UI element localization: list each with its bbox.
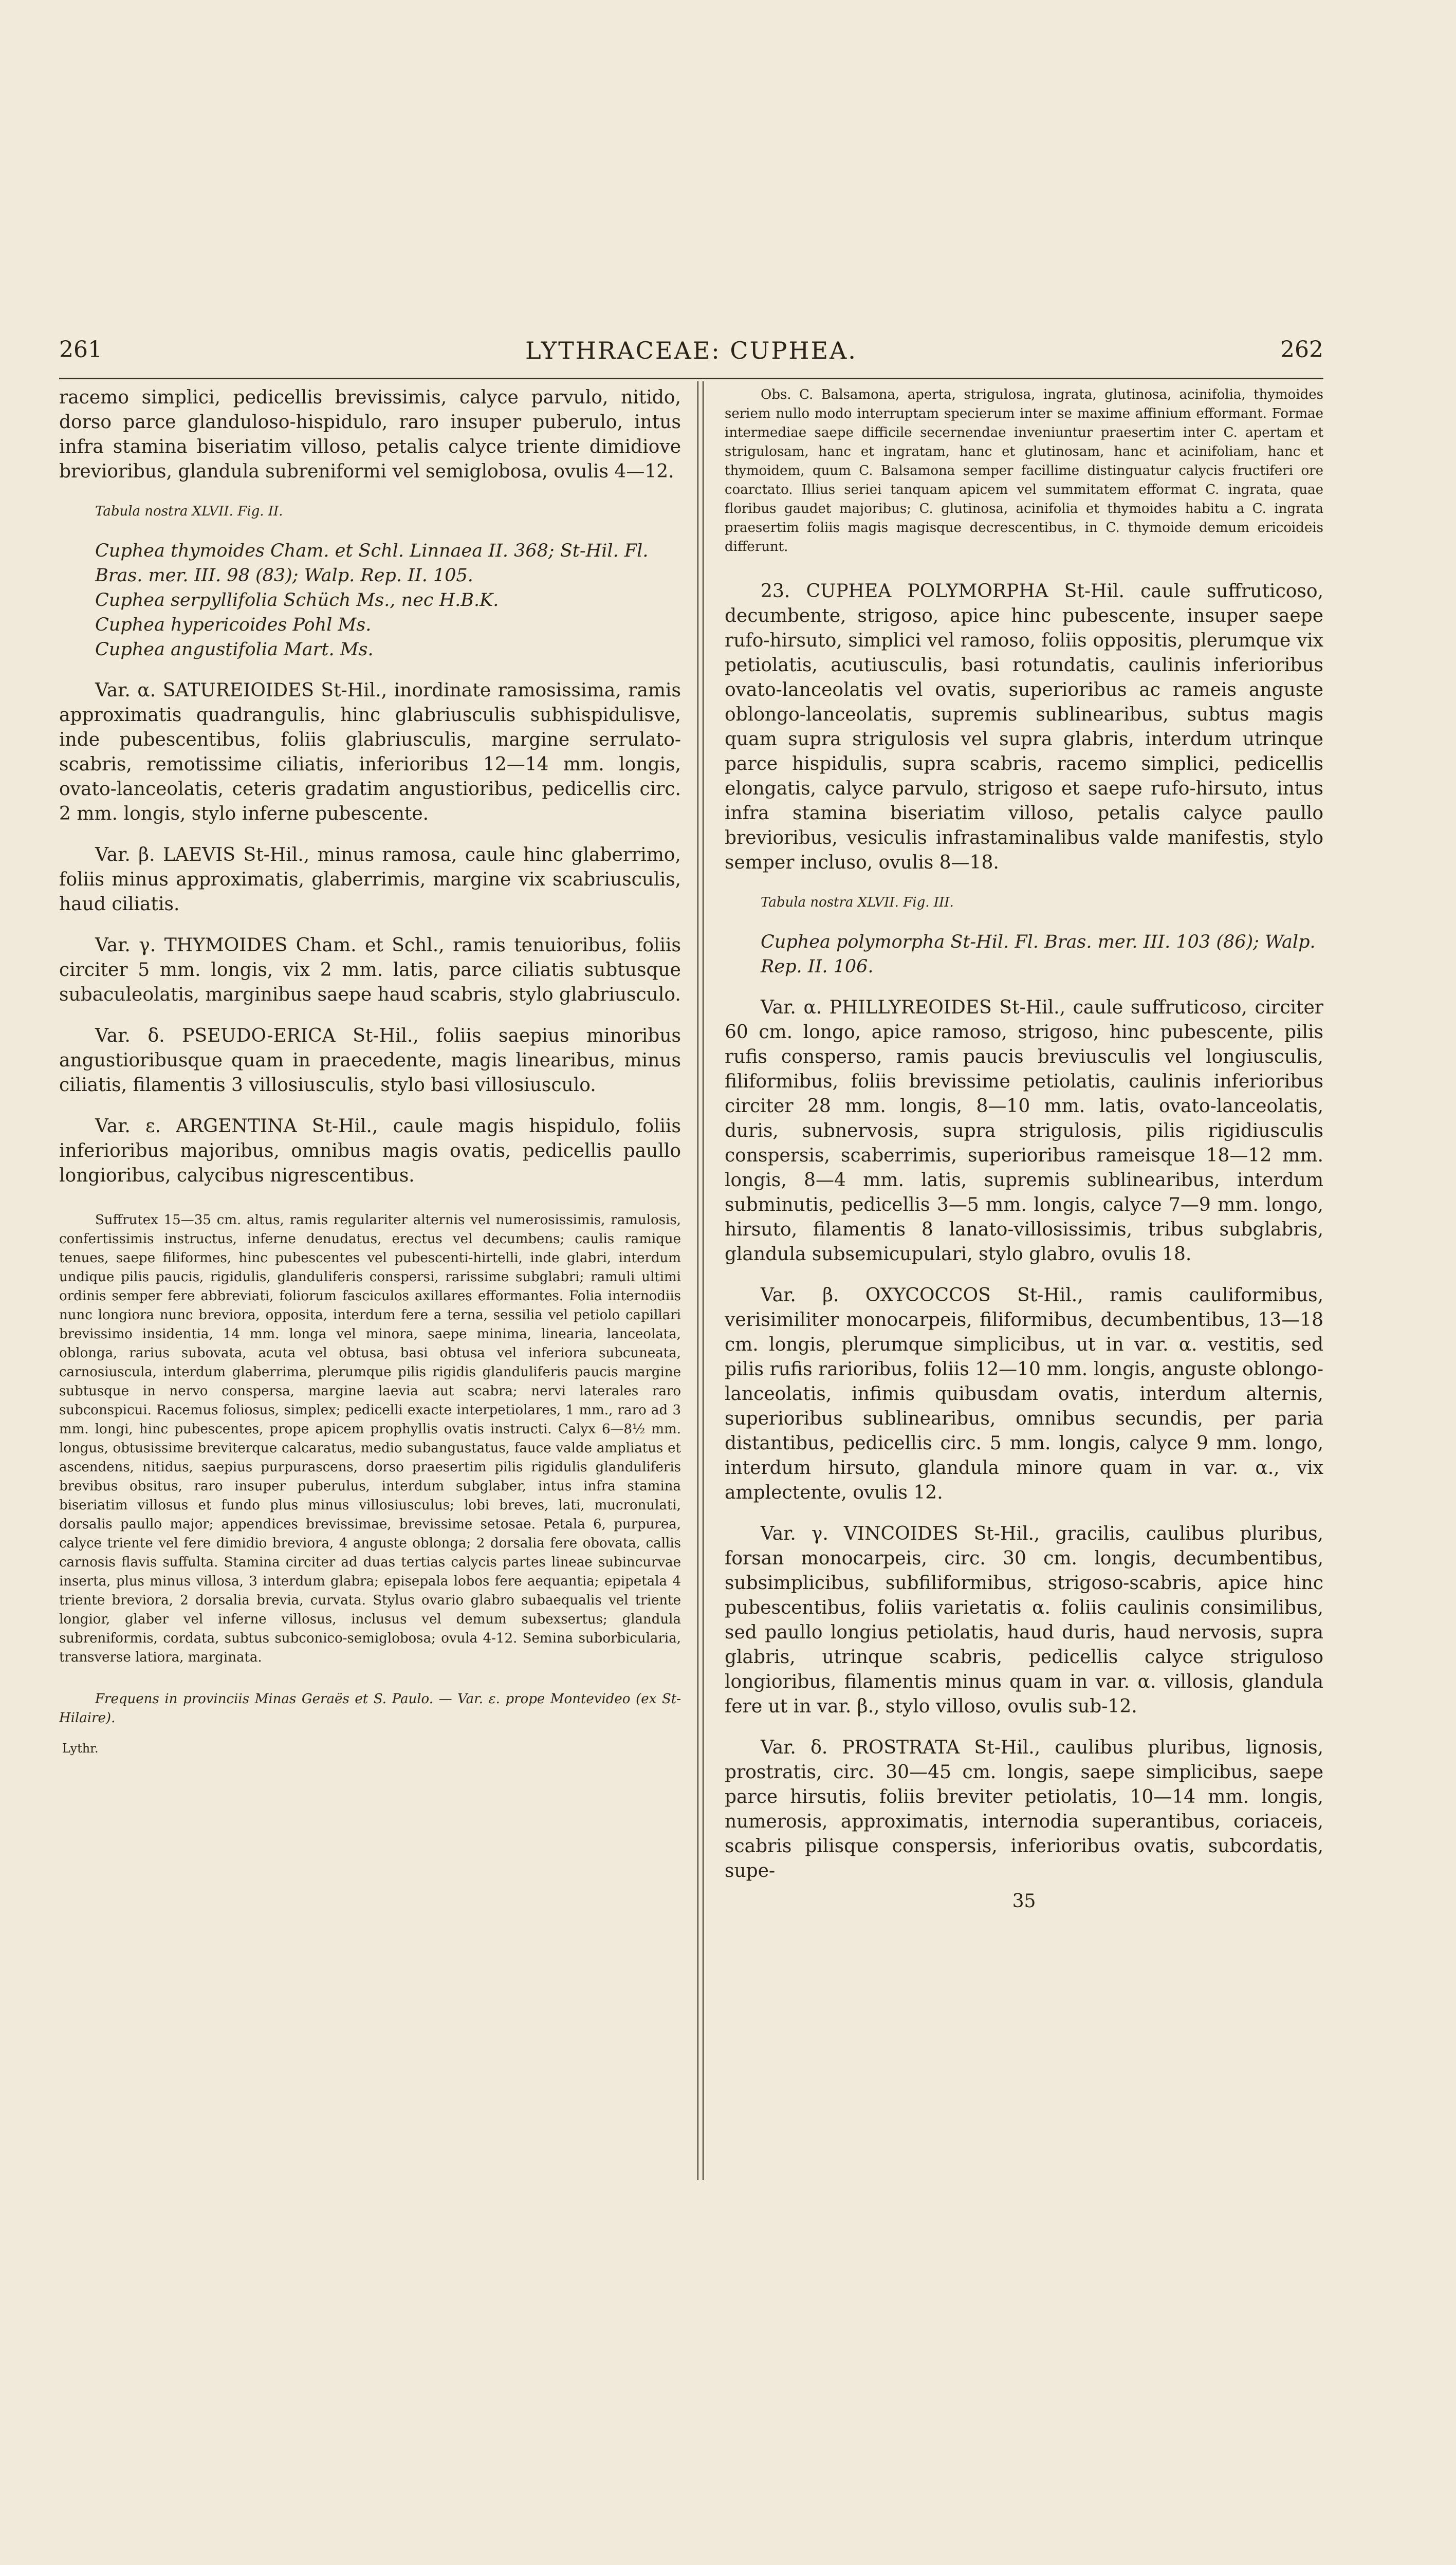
diagnosis-continued: racemo simplici, pedicellis brevissimis, calyce parvulo, nitido, dorso parce glanduloso-hispidulo, raro insuper puberulo, intus infra stamina biseriatim villoso, petalis calyce triente dimidiove brevioribus, glandula subreniformi vel semiglobosa, ovulis 4—12. bbox=[59, 387, 681, 482]
variety-paragraph: Var. α. SATUREIOIDES St-Hil., inordinate ramosissima, ramis approximatis quadrangulis, hinc glabriusculis subhispidulisve, inde pubescentibus, foliis glabriusculis, margine serrulato-scabris, remotissime ciliatis, inferioribus 12—14 mm. longis, ovato-lanceolatis, ceteris gradatim angustioribus, pedicellis circ. 2 mm. longis, stylo inferne pubescente. bbox=[59, 680, 681, 824]
column-divider bbox=[697, 381, 704, 2180]
variety-paragraph: Var. γ. THYMOIDES Cham. et Schl., ramis tenuioribus, foliis circiter 5 mm. longis, vix 2 mm. latis, parce ciliatis subtusque subaculeolatis, marginibus saepe haud scabris, stylo glabriusculo. bbox=[59, 935, 681, 1005]
variety-paragraph: Var. β. LAEVIS St-Hil., minus ramosa, caule hinc glaberrimo, foliis minus approximatis, glaberrimis, margine vix scabriusculis, haud ciliatis. bbox=[59, 844, 681, 915]
right-page-number: 262 bbox=[1280, 337, 1323, 363]
variety-paragraph: Var. δ. PSEUDO-ERICA St-Hil., foliis saepius minoribus angustioribusque quam in praecedente, magis linearibus, minus ciliatis, filamentis 3 villosiusculis, stylo basi villosiusculo. bbox=[59, 1025, 681, 1096]
synonym-reference: Cuphea thymoides Cham. et Schl. Linnaea II. 368; St-Hil. Fl. Bras. mer. III. 98 (83); Walp. Rep. II. 105. bbox=[95, 541, 649, 586]
left-column bbox=[59, 385, 681, 1758]
plate-reference: Tabula nostra XLVII. Fig. II. bbox=[95, 504, 283, 519]
header-rule bbox=[59, 378, 1323, 379]
species-diagnosis: 23. CUPHEA POLYMORPHA St-Hil. caule suffruticoso, decumbente, strigoso, apice hinc pubescente, insuper saepe rufo-hirsuto, simplici vel ramoso, foliis oppositis, plerumque vix petiolatis, acutiusculis, basi rotundatis, caulinis inferioribus ovato-lanceolatis vel ovatis, superioribus ac rameis anguste oblongo-lanceolatis, supremis sublinearibus, subtus magis quam supra strigulosis vel supra glabris, interdum utrinque parce hispidulis, supra scabris, racemo simplici, pedicellis elongatis, calyce parvulo, strigoso et saepe rufo-hirsuto, intus infra stamina biseriatim villoso, petalis calyce paullo brevioribus, vesiculis infrastaminalibus valde manifestis, stylo semper incluso, ovulis 8—18. bbox=[725, 581, 1323, 873]
left-page-number: 261 bbox=[59, 337, 102, 363]
description-small-print: Suffrutex 15—35 cm. altus, ramis regulariter alternis vel numerosissimis, ramulosis, confertissimis instructus, inferne denudatus, erectus vel decumbens; caulis ramique tenues, saepe filiformes, hinc pubescentes vel pubescenti-hirtelli, inde glabri, interdum undique pilis paucis, rigidulis, glanduliferis conspersi, rarissime subglabri; ramuli ultimi ordinis semper fere abbreviati, foliorum fasciculos axillares efformantes. Folia internodiis nunc longiora nunc breviora, opposita, interdum fere a terna, sessilia vel petiolo capillari brevissimo insidentia, 14 mm. longa vel minora, saepe minima, linearia, lanceolata, oblonga, rarius subovata, acuta vel obtusa, basi obtusa vel inferiora subcuneata, carnosiuscula, interdum glaberrima, plerumque pilis rigidis glanduliferis paucis margine subtusque in nervo conspersa, margine laevia aut scabra; nervi laterales raro subconspicui. Racemus foliosus, simplex; pedicelli exacte interpetiolares, 1 mm., raro ad 3 mm. longi, hinc pubescentes, prope apicem prophyllis ovatis instructi. Calyx 6—8½ mm. longus, obtusissime breviterque calcaratus, medio subangustatus, fauce valde ampliatus et ascendens, nitidus, saepius purpurascens, dorso praesertim pilis rigidulis glanduliferis brevibus obsitus, raro insuper puberulus, interdum subglaber, intus infra stamina biseriatim villosus et fundo plus minus villosiusculus; lobi breves, lati, mucronulati, dorsalis paullo major; appendices brevissimae, brevissime setosae. Petala 6, purpurea, calyce triente vel fere dimidio breviora, 4 anguste oblonga; 2 dorsalia fere obovata, callis carnosis flavis suffulta. Stamina circiter ad duas tertias calycis partes lineae subincurvae inserta, plus minus villosa, 3 interdum glabra; episepala lobos fere aequantia; epipetala 4 triente breviora, 2 dorsalia brevia, curvata. Stylus ovario glabro subaequalis vel triente longior, glaber vel inferne villosus, inclusus vel demum subexsertus; glandula subreniformis, cordata, subtus subconico-semiglobosa; ovula 4-12. Semina suborbicularia, transverse latiora, marginata. bbox=[59, 1212, 681, 1665]
synonym-reference: Cuphea hypericoides Pohl Ms. bbox=[95, 615, 372, 635]
synonym-reference: Cuphea polymorpha St-Hil. Fl. Bras. mer. III. 103 (86); Walp. Rep. II. 106. bbox=[761, 932, 1316, 977]
variety-paragraph: Var. α. PHILLYREOIDES St-Hil., caule suffruticoso, circiter 60 cm. longo, apice ramoso, strigoso, hinc pubescente, pilis rufis consperso, ramis paucis breviusculis vel longiusculis, filiformibus, foliis brevissime petiolatis, caulinis inferioribus circiter 28 mm. longis, 8—10 mm. latis, ovato-lanceolatis, duris, subnervosis, supra strigulosis, pilis rigidiusculis conspersis, scaberrimis, superioribus rameisque 18—12 mm. longis, 8—4 mm. latis, supremis sublinearibus, interdum subminutis, pedicellis 3—5 mm. longis, calyce 7—9 mm. longo, hirsuto, filamentis 8 lanato-villosissimis, tribus subglabris, glandula subsemicupulari, stylo glabro, ovulis 18. bbox=[725, 997, 1323, 1265]
synonym-reference: Cuphea angustifolia Mart. Ms. bbox=[95, 639, 374, 660]
signature-mark: 35 bbox=[1012, 1891, 1036, 1912]
right-column bbox=[725, 385, 1323, 1912]
variety-paragraph: Var. ε. ARGENTINA St-Hil., caule magis hispidulo, foliis inferioribus majoribus, omnibus magis ovatis, pedicellis paullo longioribus, calycibus nigrescentibus. bbox=[59, 1116, 681, 1186]
running-title: LYTHRACEAE: CUPHEA. bbox=[525, 337, 857, 364]
running-header bbox=[59, 337, 1323, 373]
variety-paragraph: Var. β. OXYCOCCOS St-Hil., ramis cauliformibus, verisimiliter monocarpeis, filiformibus, decumbentibus, 13—18 cm. longis, plerumque simplicibus, ut in var. α. vestitis, sed pilis rufis rarioribus, foliis 12—10 mm. longis, anguste oblongo-lanceolatis, infimis quibusdam ovatis, interdum alternis, superioribus sublinearibus, omnibus secundis, per paria distantibus, pedicellis circ. 5 mm. longis, calyce 9 mm. longo, interdum hirsuto, glandula minore quam in var. α., vix amplectente, ovulis 12. bbox=[725, 1285, 1323, 1503]
synonym-reference: Cuphea serpyllifolia Schüch Ms., nec H.B.K. bbox=[95, 590, 499, 611]
observation-note: Obs. C. Balsamona, aperta, strigulosa, ingrata, glutinosa, acinifolia, thymoides seriem nullo modo interruptam specierum inter se maxime affinium efformant. Formae intermediae saepe difficile secernendae inveniuntur praesertim inter C. apertam et strigulosam, hanc et ingratam, hanc et glutinosam, hanc et acinifoliam, hanc et thymoidem, quum C. Balsamona semper facillime distinguatur calycis fructiferi ore coarctato. Illius seriei tanquam apicem vel summitatem efformat C. ingrata, quae floribus gaudet majoribus; C. glutinosa, acinifolia et thymoides habitu a C. ingrata praesertim foliis magis magisque decrescentibus, in C. thymoide demum ericoideis differunt. bbox=[725, 387, 1323, 555]
variety-paragraph: Var. γ. VINCOIDES St-Hil., gracilis, caulibus pluribus, forsan monocarpeis, circ. 30 cm. longis, decumbentibus, subsimplicibus, subfiliformibus, strigoso-scabris, apice hinc pubescentibus, foliis varietatis α. foliis caulinis consimilibus, sed paullo longius petiolatis, haud duris, haud nervosis, supra glabris, utrinque scabris, pedicellis calyce striguloso longioribus, filamentis minus quam in var. α. villosis, glandula fere ut in var. β., stylo villoso, ovulis sub-12. bbox=[725, 1523, 1323, 1717]
catchword: Lythr. bbox=[62, 1741, 99, 1756]
variety-paragraph: Var. δ. PROSTRATA St-Hil., caulibus pluribus, lignosis, prostratis, circ. 30—45 cm. longis, saepe simplicibus, saepe parce hirsutis, foliis breviter petiolatis, 10—14 mm. longis, numerosis, approximatis, internodia superantibus, coriaceis, scabris pilisque conspersis, inferioribus ovatis, subcordatis, supe- bbox=[725, 1737, 1323, 1881]
distribution-note: Frequens in provinciis Minas Geraës et S. Paulo. — Var. ε. prope Montevideo (ex St-Hilaire). bbox=[59, 1691, 681, 1726]
plate-reference: Tabula nostra XLVII. Fig. III. bbox=[761, 895, 954, 910]
